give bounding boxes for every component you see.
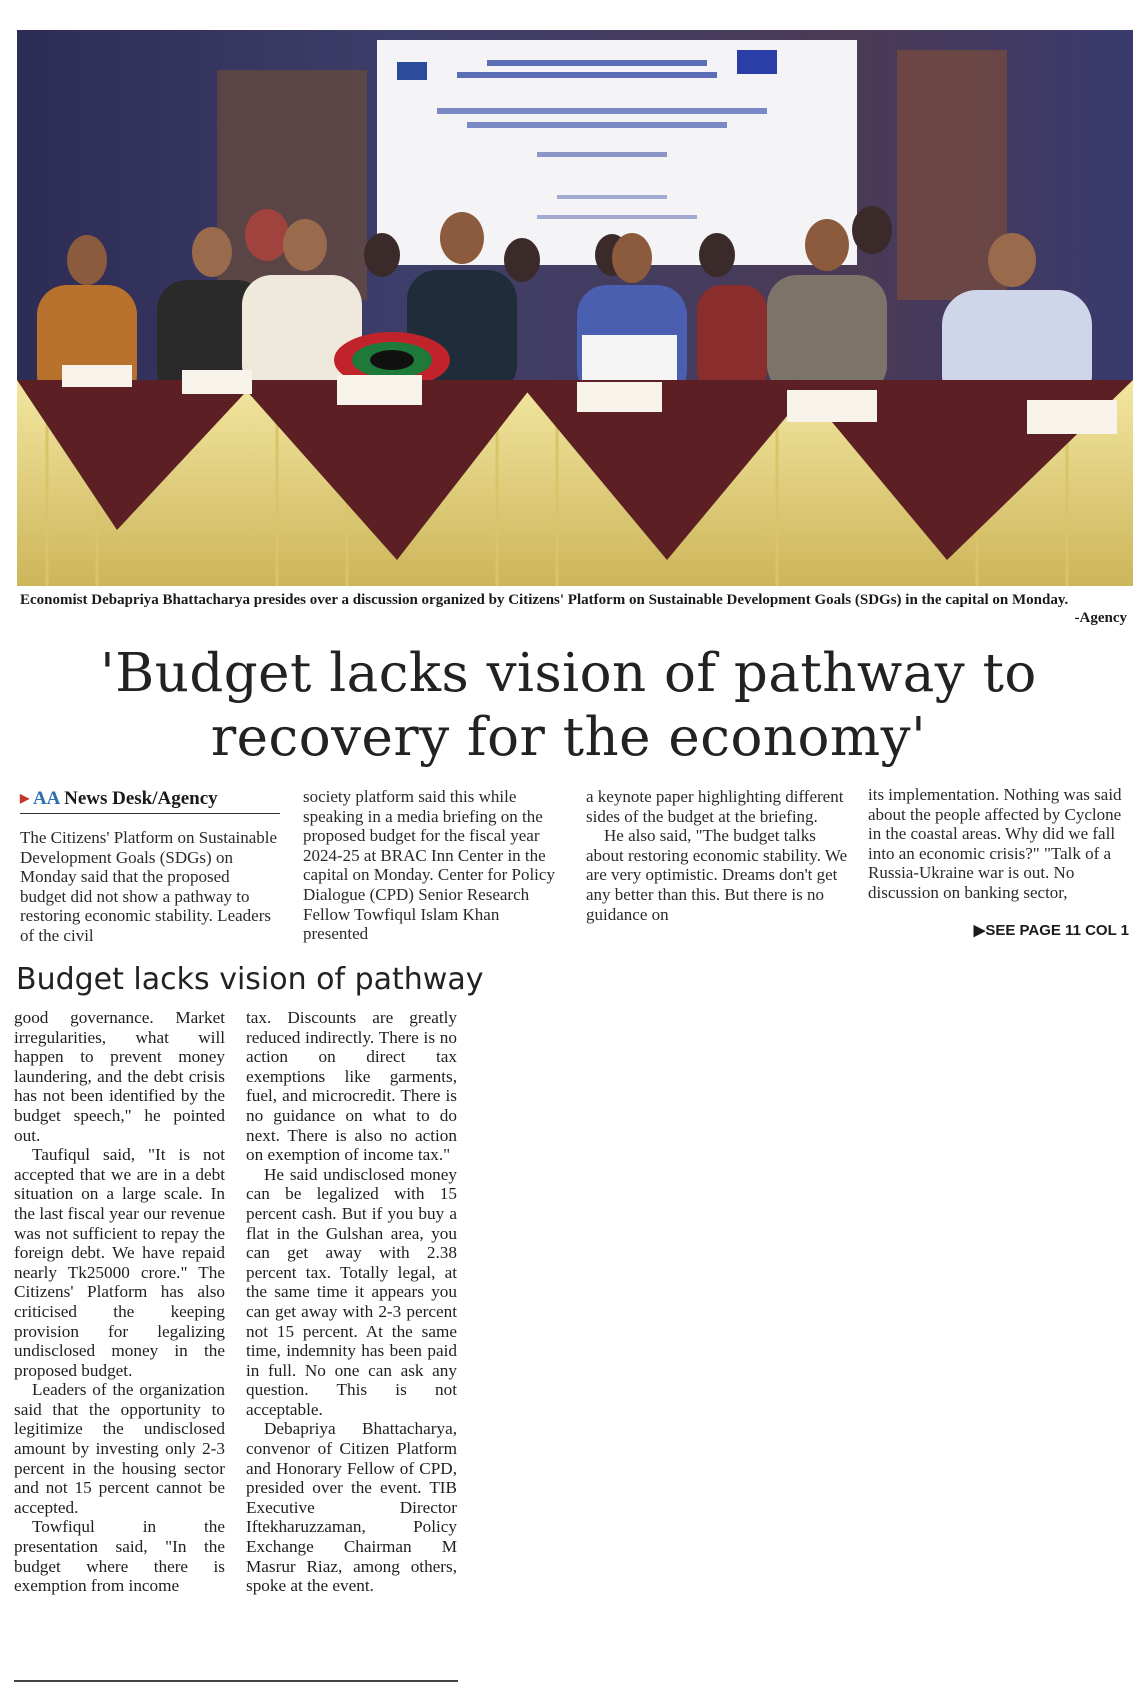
- bottom-rule: [14, 1680, 458, 1682]
- byline-source: AA: [32, 788, 60, 809]
- continuation-column-1: [14, 1008, 225, 1596]
- photo-credit: -Agency: [1074, 610, 1127, 626]
- article-paragraph: Leaders of the organization said that the opportunity to legitimize the undisclosed amount by investing only 2-3 percent in the housing sector and not 15 percent cannot be accepted.: [14, 1380, 225, 1517]
- article-column-3: [586, 787, 848, 924]
- article-paragraph: He said undisclosed money can be legalized with 15 percent cash. But if you buy a flat in the Gulshan area, you can get away with 2.38 percent tax. Totally legal, at the same time it appears you can get away with 2-3 percent not 15 percent. At the same time, indemnity has been paid in full. No one can ask any question. This is not acceptable.: [246, 1164, 457, 1419]
- article-paragraph: tax. Discounts are greatly reduced indirectly. There is no action on direct tax exemptions like garments, fuel, and microcredit. There is no guidance on what to do next. There is also no action on exemption of income tax.": [246, 1008, 457, 1165]
- triangle-icon: ▶: [20, 791, 30, 805]
- article-paragraph: He also said, "The budget talks about restoring economic stability. We are very optimistic. Dreams don't get any better than this. But there is no guidance on: [586, 826, 848, 924]
- article-paragraph: Towfiqul in the presentation said, "In the budget where there is exemption from income: [14, 1517, 225, 1596]
- article-column-2: society platform said this while speaking in a media briefing on the proposed budget for the fiscal year 2024-25 at BRAC Inn Center in the capital on Monday. Center for Policy Dialogue (CPD) Senior Research Fellow Towfiqul Islam Khan presented: [303, 787, 555, 944]
- article-column-1: The Citizens' Platform on Sustainable Development Goals (SDGs) on Monday said that the proposed budget did not show a pathway to restoring economic stability. Leaders of the civil: [20, 828, 278, 945]
- article-column-4: its implementation. Nothing was said about the people affected by Cyclone in the coastal areas. Why did we fall into an economic crisis?" "Talk of a Russia-Ukraine war is out. No discussion on banking sector,: [868, 785, 1122, 902]
- headline: [0, 642, 1137, 770]
- panel-discussion-photo: [17, 30, 1133, 586]
- photo-caption: Economist Debapriya Bhattacharya presides over a discussion organized by Citizens' Platform on Sustainable Development Goals (SDGs) in the capital on Monday.: [20, 592, 1069, 608]
- article-paragraph: Debapriya Bhattacharya, convenor of Citizen Platform and Honorary Fellow of CPD, presided over the event. TIB Executive Director Iftekharuzzaman, Policy Exchange Chairman M Masrur Riaz, among others, spoke at the event.: [246, 1419, 457, 1596]
- headline-line-2: recovery for the economy': [210, 707, 927, 768]
- see-page-jump: ▶SEE PAGE 11 COL 1: [973, 922, 1129, 939]
- continuation-column-2: [246, 1008, 457, 1596]
- article-paragraph: Taufiqul said, "It is not accepted that we are in a debt situation on a large scale. In the last fiscal year our revenue was not sufficient to repay the foreign debt. We have repaid nearly Tk25000 crore." The Citizens' Platform has also criticised the keeping provision for legalizing undisclosed money in the proposed budget.: [14, 1145, 225, 1380]
- headline-line-1: 'Budget lacks vision of pathway to: [100, 643, 1037, 704]
- article-paragraph: a keynote paper highlighting different sides of the budget at the briefing.: [586, 787, 844, 826]
- continuation-title: Budget lacks vision of pathway: [16, 962, 484, 997]
- news-photo: [17, 30, 1133, 586]
- article-paragraph: good governance. Market irregularities, what will happen to prevent money laundering, and the debt crisis has not been identified by the budget speech," he pointed out.: [14, 1008, 225, 1145]
- byline: [20, 788, 280, 814]
- byline-desk: News Desk/Agency: [64, 788, 218, 809]
